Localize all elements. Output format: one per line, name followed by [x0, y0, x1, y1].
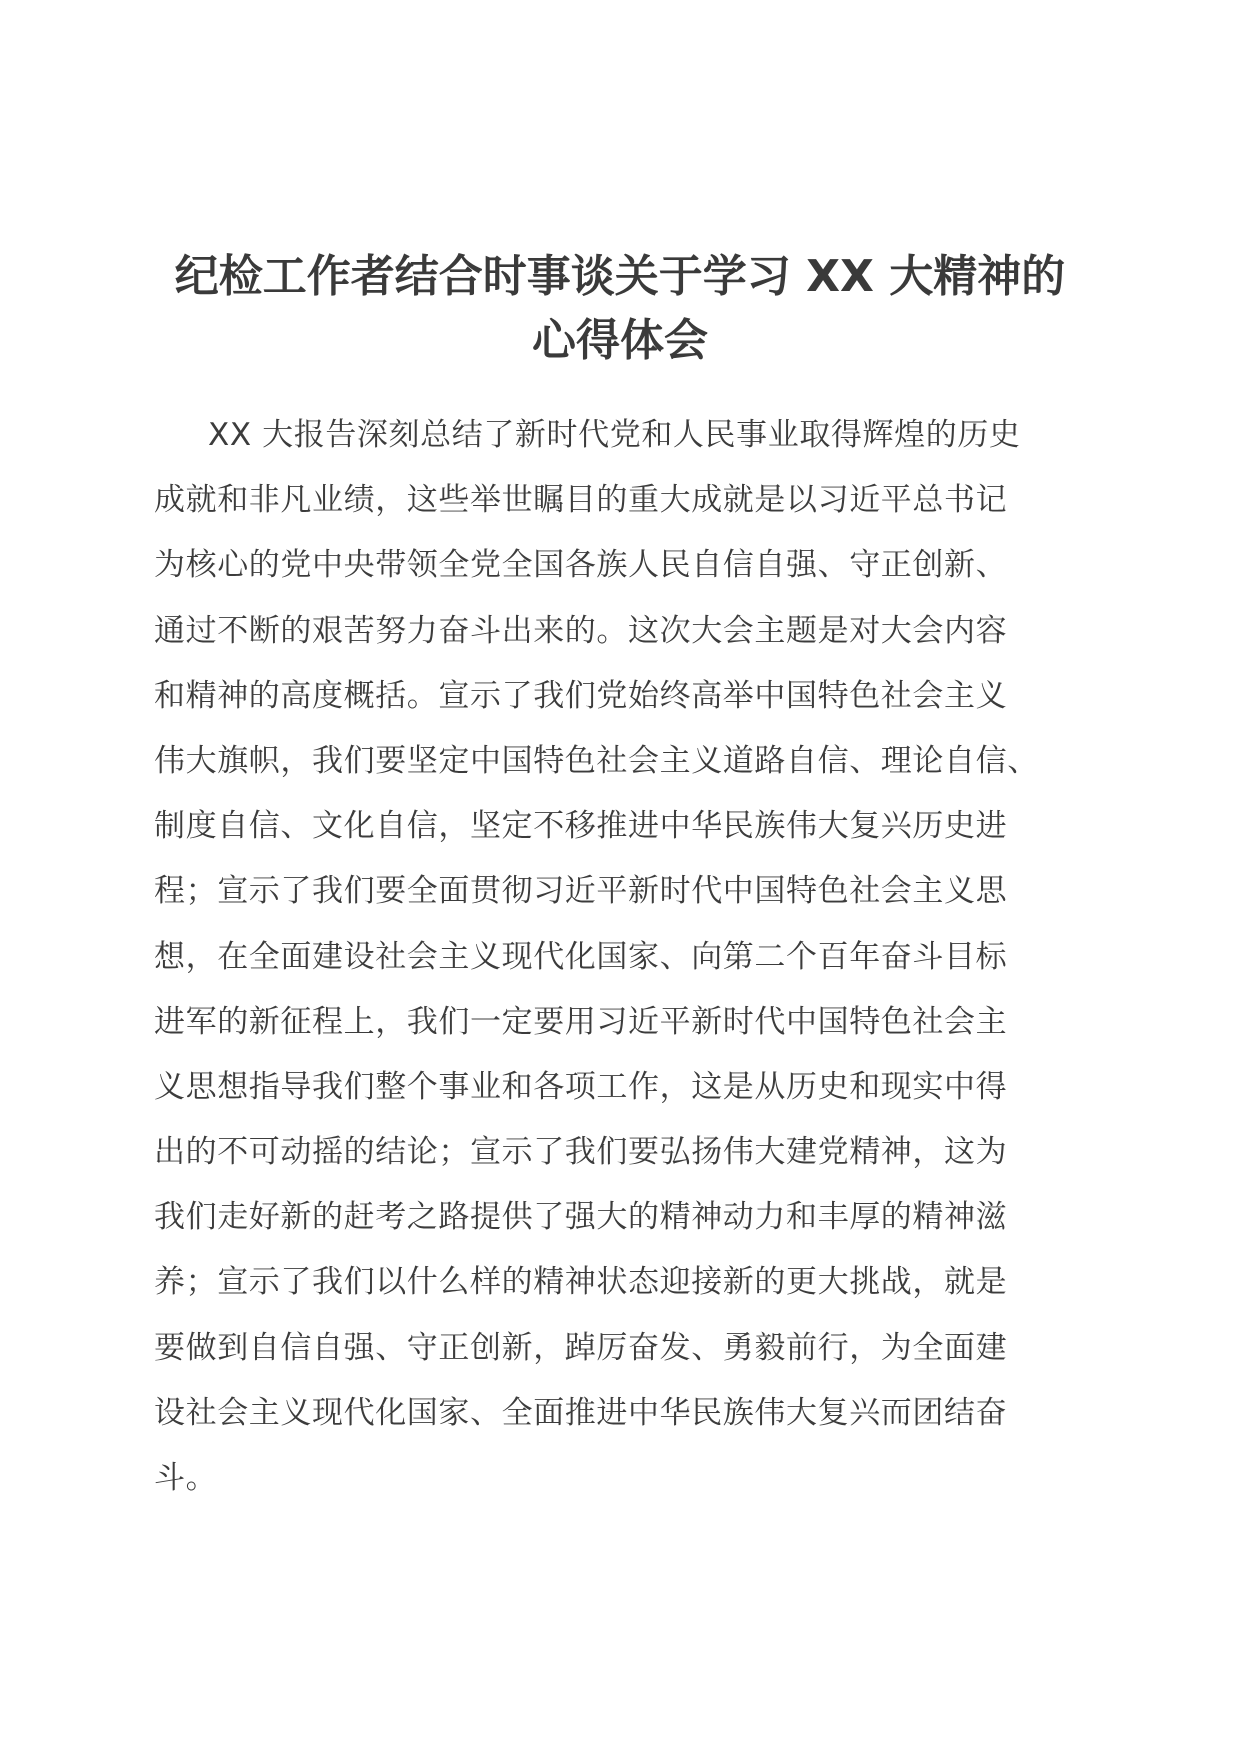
document-title [140, 245, 1100, 373]
paragraph-line: 伟大旗帜，我们要坚定中国特色社会主义道路自信、理论自信、 [154, 742, 1039, 779]
paragraph-line: 制度自信、文化自信，坚定不移推进中华民族伟大复兴历史进 [154, 808, 1008, 845]
paragraph-line: 为核心的党中央带领全党全国各族人民自信自强、守正创新、 [154, 547, 1008, 584]
paragraph-line: 进军的新征程上，我们一定要用习近平新时代中国特色社会主 [154, 1003, 1008, 1040]
paragraph-line: 和精神的高度概括。宣示了我们党始终高举中国特色社会主义 [154, 677, 1008, 714]
paragraph-line: 想，在全面建设社会主义现代化国家、向第二个百年奋斗目标 [154, 938, 1008, 975]
paragraph-line: 成就和非凡业绩，这些举世瞩目的重大成就是以习近平总书记 [154, 482, 1008, 519]
title-line: 心得体会 [532, 315, 708, 366]
paragraph-line: 通过不断的艰苦努力奋斗出来的。这次大会主题是对大会内容 [154, 612, 1008, 649]
paragraph-line: 程；宣示了我们要全面贯彻习近平新时代中国特色社会主义思 [154, 873, 1008, 910]
title-line: 纪检工作者结合时事谈关于学习 XX 大精神的 [174, 251, 1066, 302]
paragraph-line: 义思想指导我们整个事业和各项工作，这是从历史和现实中得 [154, 1068, 1008, 1105]
paragraph-line: 养；宣示了我们以什么样的精神状态迎接新的更大挑战，就是 [154, 1264, 1008, 1301]
paragraph-line: 斗。 [154, 1460, 218, 1496]
paragraph-line: 要做到自信自强、守正创新，踔厉奋发、勇毅前行，为全面建 [154, 1329, 1008, 1366]
paragraph-line: 设社会主义现代化国家、全面推进中华民族伟大复兴而团结奋 [154, 1394, 1008, 1431]
paragraph-line: 出的不可动摇的结论；宣示了我们要弘扬伟大建党精神，这为 [154, 1134, 1008, 1171]
paragraph-line: 我们走好新的赶考之路提供了强大的精神动力和丰厚的精神滋 [154, 1199, 1008, 1236]
body-paragraph [154, 403, 1074, 1511]
paragraph-line: XX 大报告深刻总结了新时代党和人民事业取得辉煌的历史 [208, 417, 1021, 453]
